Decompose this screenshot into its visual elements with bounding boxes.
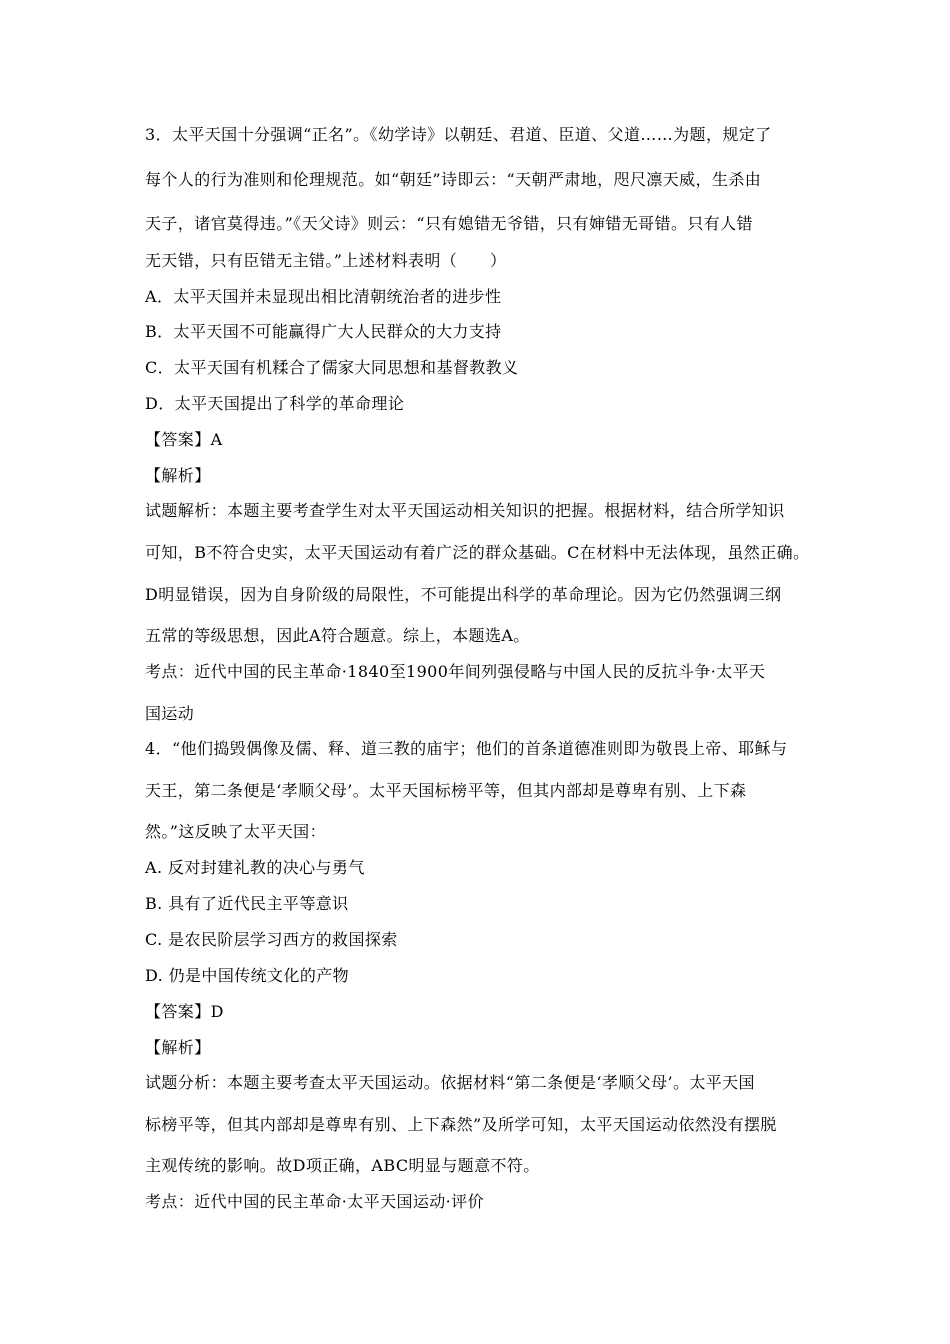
q4-option-b: B. 具有了近代民主平等意识 — [145, 894, 349, 913]
q3-analysis-label: 【解析】 — [145, 466, 211, 485]
q4-stem-line-3: 然。”这反映了太平天国： — [145, 822, 326, 841]
q4-analysis-line-3: 主观传统的影响。故D项正确，ABC明显与题意不符。 — [145, 1156, 540, 1175]
q3-option-a: A．太平天国并未显现出相比清朝统治者的进步性 — [145, 287, 502, 306]
q4-answer: 【答案】D — [145, 1002, 224, 1021]
q4-kaodian-line-1: 考点：近代中国的民主革命·太平天国运动·评价 — [145, 1192, 484, 1211]
q4-stem-line-2: 天王，第二条便是‘孝顺父母’。太平天国标榜平等，但其内部却是尊卑有别、上下森 — [145, 781, 747, 800]
q3-kaodian-line-2: 国运动 — [145, 704, 195, 723]
q4-analysis-line-1: 试题分析：本题主要考查太平天国运动。依据材料“第二条便是‘孝顺父母’。太平天国 — [145, 1073, 755, 1092]
q3-option-c: C．太平天国有机糅合了儒家大同思想和基督教教义 — [145, 358, 519, 377]
q3-analysis-line-1: 试题解析：本题主要考查学生对太平天国运动相关知识的把握。根据材料，结合所学知识 — [145, 501, 785, 520]
q3-kaodian-line-1: 考点：近代中国的民主革命·1840至1900年间列强侵略与中国人民的反抗斗争·太平天 — [145, 662, 766, 681]
q3-option-d: D．太平天国提出了科学的革命理论 — [145, 394, 405, 413]
q3-answer: 【答案】A — [145, 430, 223, 449]
q3-analysis-line-3: D明显错误，因为自身阶级的局限性，不可能提出科学的革命理论。因为它仍然强调三纲 — [145, 585, 782, 604]
q4-option-a: A. 反对封建礼教的决心与勇气 — [145, 858, 365, 877]
q4-option-c: C. 是农民阶层学习西方的救国探索 — [145, 930, 398, 949]
q4-stem-line-1: 4．“他们捣毁偶像及儒、释、道三教的庙宇；他们的首条道德准则即为敬畏上帝、耶稣与 — [145, 739, 788, 758]
q3-stem-line-1: 3．太平天国十分强调“正名”。《幼学诗》以朝廷、君道、臣道、父道……为题，规定了 — [145, 125, 772, 144]
q4-analysis-line-2: 标榜平等，但其内部却是尊卑有别、上下森然”及所学可知，太平天国运动依然没有摆脱 — [145, 1115, 777, 1134]
q3-analysis-line-2: 可知，B不符合史实，太平天国运动有着广泛的群众基础。C在材料中无法体现，虽然正确。 — [145, 543, 810, 562]
q4-analysis-label: 【解析】 — [145, 1038, 211, 1057]
q3-option-b: B．太平天国不可能赢得广大人民群众的大力支持 — [145, 322, 502, 341]
q3-analysis-line-4: 五常的等级思想，因此A符合题意。综上，本题选A。 — [145, 626, 530, 645]
q4-option-d: D. 仍是中国传统文化的产物 — [145, 966, 350, 985]
q3-stem-line-4: 无天错，只有臣错无主错。”上述材料表明（ ） — [145, 251, 507, 270]
q3-stem-line-3: 天子，诸官莫得违。”《天父诗》则云：“只有媳错无爷错，只有婶错无哥错。只有人错 — [145, 214, 753, 233]
q3-stem-line-2: 每个人的行为准则和伦理规范。如“朝廷”诗即云：“天朝严肃地，咫尺凛天威，生杀由 — [145, 170, 762, 189]
